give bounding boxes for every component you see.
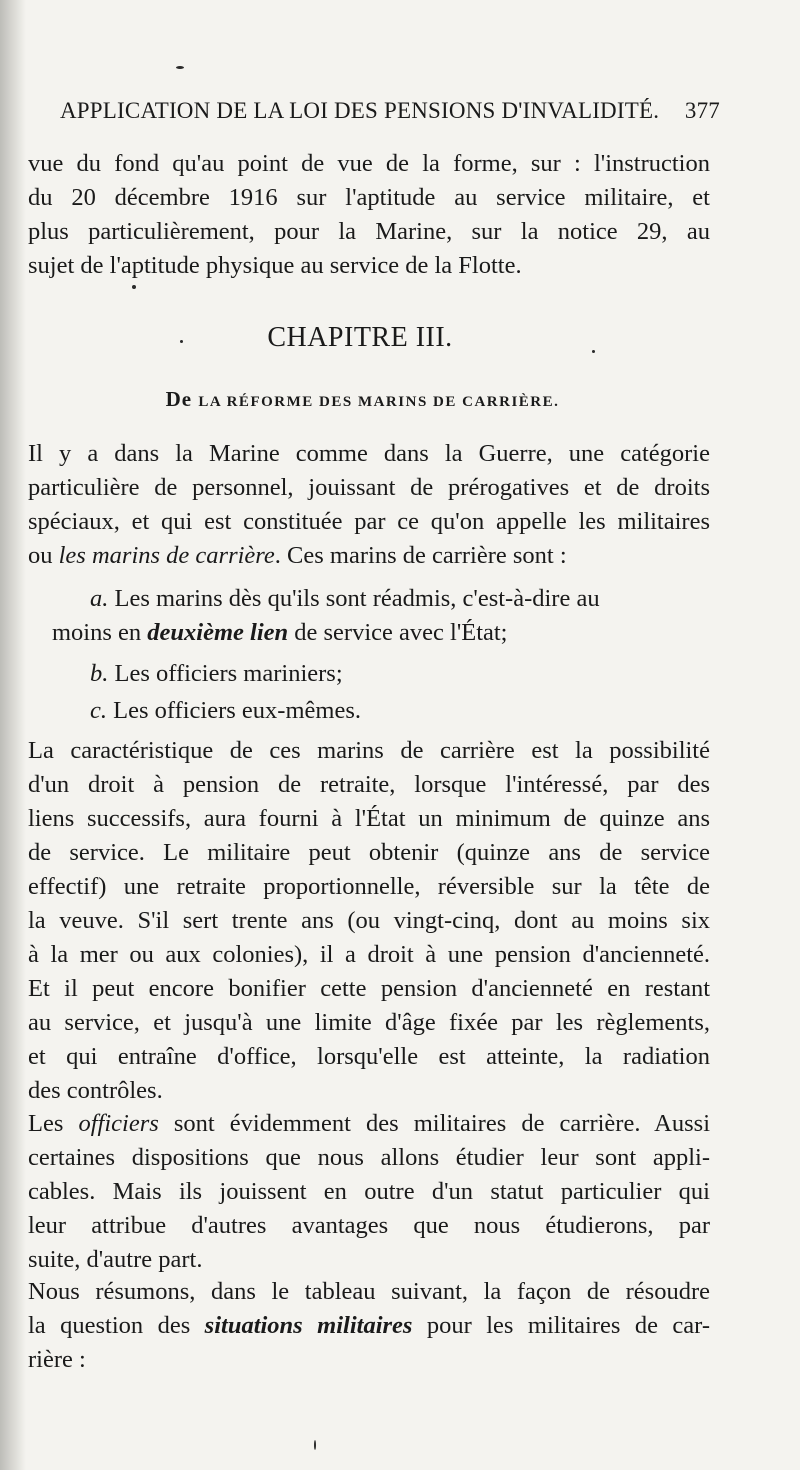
italic-phrase: les marins de carrière [58, 542, 275, 569]
list-text: Les officiers mariniers; [114, 660, 343, 687]
text-line: des contrôles. [28, 1077, 163, 1104]
text-line: à la mer ou aux colonies), il a droit à une pension d'ancienneté. [28, 941, 710, 968]
print-speck [176, 66, 184, 69]
text-line: de service. Le militaire peut obtenir (quinze ans de service [28, 839, 710, 866]
text-line: effectif) une retraite proportionnelle, réversible sur la tête de [28, 873, 710, 900]
text-line: vue du fond qu'au point de vue de la forme, sur : l'instruction [28, 150, 710, 177]
list-item-a-continuation [52, 619, 508, 647]
italic-phrase: deuxième lien [147, 619, 289, 646]
italic-phrase: situations militaires [204, 1312, 413, 1339]
list-letter: b. [90, 660, 109, 687]
running-title: APPLICATION DE LA LOI DES PENSIONS D'INVALIDITÉ. [60, 98, 660, 123]
text-line: Nous résumons, dans le tableau suivant, la façon de résoudre [28, 1278, 710, 1305]
text-run: moins en [52, 619, 148, 646]
section-title [0, 387, 725, 412]
text-line: La caractéristique de ces marins de carrière est la possibilité [28, 737, 710, 764]
text-line: au service, et jusqu'à une limite d'âge fixée par les règlements, [28, 1009, 710, 1036]
text-line: suite, d'autre part. [28, 1246, 203, 1273]
text-run: ou [28, 542, 59, 569]
section-title-prefix: De [165, 387, 193, 411]
text-run: sont évidemment des militaires de carrière. Aussi [158, 1110, 710, 1137]
text-line [28, 1110, 710, 1138]
list-item-b [90, 660, 343, 688]
text-line: la veuve. S'il sert trente ans (ou vingt-cinq, dont au moins six [28, 907, 710, 934]
chapter-title: CHAPITRE III. [267, 322, 453, 353]
list-text: Les marins dès qu'ils sont réadmis, c'est-à-dire au [114, 585, 600, 612]
text-line: certaines dispositions que nous allons étudier leur sont appli- [28, 1144, 710, 1171]
text-run: Les [28, 1110, 79, 1137]
list-text: Les officiers eux-mêmes. [113, 697, 361, 724]
text-run: . Ces marins de carrière sont : [274, 542, 567, 569]
text-line: particulière de personnel, jouissant de prérogatives et de droits [28, 474, 710, 501]
text-line: liens successifs, aura fourni à l'État un minimum de quinze ans [28, 805, 710, 832]
list-letter: a. [90, 585, 109, 612]
list-item-a [90, 585, 600, 613]
text-line: cables. Mais ils jouissent en outre d'un statut particulier qui [28, 1178, 710, 1205]
page-number: 377 [684, 98, 720, 123]
text-run: de service avec l'État; [288, 619, 508, 646]
text-line: Et il peut encore bonifier cette pension d'ancienneté en restant [28, 975, 710, 1002]
section-title-rest: LA RÉFORME DES MARINS DE CARRIÈRE. [198, 394, 560, 410]
print-speck [314, 1440, 316, 1450]
text-line: rière : [28, 1346, 86, 1373]
text-line: du 20 décembre 1916 sur l'aptitude au service militaire, et [28, 184, 710, 211]
text-run: la question des [28, 1312, 205, 1339]
text-line: plus particulièrement, pour la Marine, sur la notice 29, au [28, 218, 710, 245]
text-line: sujet de l'aptitude physique au service de la Flotte. [28, 252, 522, 279]
page-edge-shadow [0, 0, 26, 1470]
text-line [28, 542, 710, 570]
italic-phrase: officiers [78, 1110, 159, 1137]
print-speck [592, 350, 595, 353]
text-line: et qui entraîne d'office, lorsqu'elle est atteinte, la radiation [28, 1043, 710, 1070]
list-item-c [90, 697, 361, 725]
text-run: pour les militaires de car- [412, 1312, 710, 1339]
print-speck [132, 285, 136, 289]
text-line [28, 1312, 710, 1340]
text-line: leur attribue d'autres avantages que nous étudierons, par [28, 1212, 710, 1239]
text-line: d'un droit à pension de retraite, lorsque l'intéressé, par des [28, 771, 710, 798]
text-line: Il y a dans la Marine comme dans la Guerre, une catégorie [28, 440, 710, 467]
print-speck [180, 340, 183, 343]
text-line: spéciaux, et qui est constituée par ce qu'on appelle les militaires [28, 508, 710, 535]
list-letter: c. [90, 697, 107, 724]
